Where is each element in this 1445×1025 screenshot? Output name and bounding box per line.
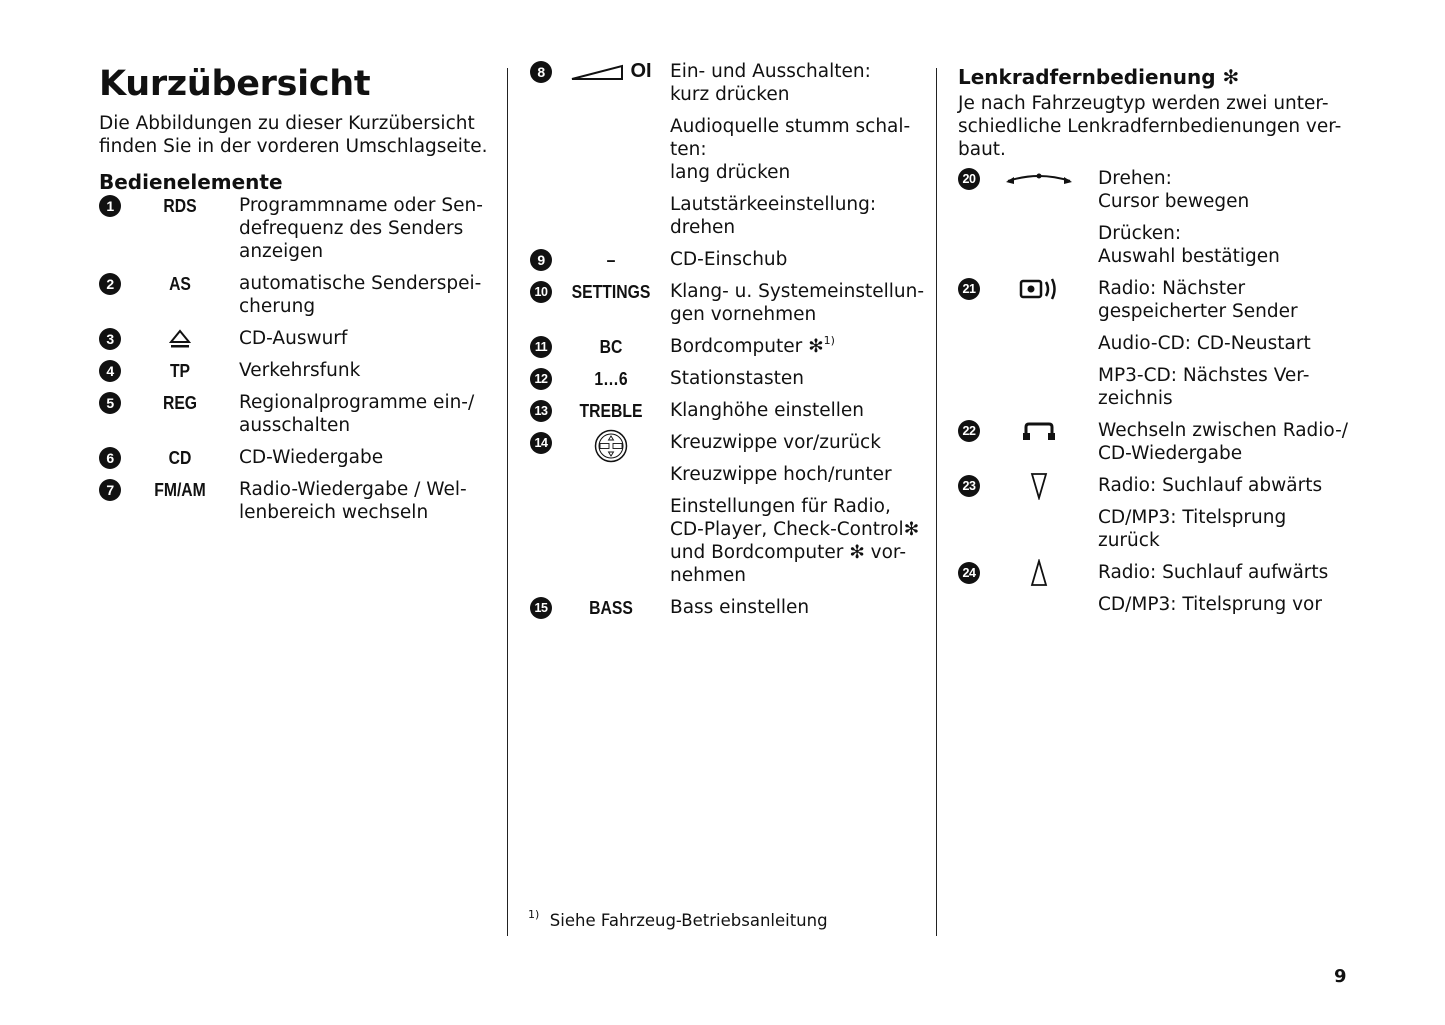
description-line: Radio: Nächster gespeicherter Sender	[1098, 278, 1298, 322]
control-row	[99, 359, 491, 382]
triangle-down-icon	[1029, 472, 1049, 500]
item-number: 21	[958, 278, 980, 300]
description-line: CD/MP3: Titelsprung zurück	[1098, 507, 1287, 551]
control-row	[530, 399, 925, 422]
item-number: 9	[530, 249, 552, 271]
asterisk-icon: ✻	[1222, 65, 1240, 89]
footnote: $^{1)}$ Siehe Fahrzeug-Betriebsanleitung	[528, 908, 828, 930]
column-middle	[530, 60, 925, 628]
description-line: Radio: Suchlauf abwärts	[1098, 475, 1323, 496]
volume-wedge-icon	[570, 63, 626, 81]
item-code: AS	[169, 273, 191, 294]
page-number: 9	[1334, 966, 1347, 987]
control-row	[99, 478, 491, 524]
item-code: TP	[169, 360, 191, 381]
control-row	[958, 561, 1353, 616]
item-number: 1	[99, 195, 121, 217]
item-code: REG	[162, 392, 198, 413]
source-switch-icon	[1022, 420, 1056, 442]
steering-controls-list	[958, 167, 1353, 616]
page-title: Kurzübersicht	[99, 64, 371, 104]
item-number: 3	[99, 328, 121, 350]
item-code: TREBLE	[579, 400, 643, 421]
control-row	[99, 446, 491, 469]
asterisk-icon: ✻	[808, 336, 824, 357]
item-description	[239, 391, 491, 437]
next-station-icon	[980, 277, 1098, 300]
item-code: BASS	[589, 597, 633, 618]
item-code: BC	[599, 336, 623, 357]
description-line: Regionalprogramme ein-/ ausschalten	[239, 392, 475, 436]
item-code: –	[606, 249, 616, 270]
item-number: 10	[530, 281, 552, 303]
source-switch-icon	[980, 419, 1098, 442]
eject-icon	[169, 329, 191, 349]
item-description: Bass einstellen	[670, 597, 810, 618]
item-description: Klang- u. Systemeinstellun- gen vornehmen	[670, 281, 925, 325]
description-line: MP3-CD: Nächstes Ver- zeichnis	[1098, 365, 1310, 409]
section-heading: Bedienelemente	[99, 170, 283, 194]
footnote-ref: 1)	[823, 334, 835, 347]
item-description	[1098, 474, 1353, 552]
controls-list	[99, 194, 491, 524]
item-number: 24	[958, 562, 980, 584]
next-station-icon	[1019, 277, 1059, 301]
description-line: CD-Wiedergabe	[239, 447, 384, 468]
item-number: 13	[530, 400, 552, 422]
item-description: Ein- und Ausschalten: kurz drücken Audioquelle stumm schal- ten: lang drücken Lautstärkeeinstellung: drehen	[670, 61, 911, 238]
control-row	[530, 335, 925, 358]
column-right	[958, 60, 1353, 625]
item-description	[1098, 561, 1353, 616]
volume-power-icon: OI	[552, 60, 670, 83]
item-code: SETTINGS	[571, 281, 651, 302]
control-row	[530, 280, 925, 326]
description-line: Wechseln zwischen Radio-/ CD-Wiedergabe	[1098, 420, 1348, 464]
control-row	[958, 277, 1353, 410]
rocker-switch-icon	[552, 431, 670, 461]
item-number: 15	[530, 597, 552, 619]
triangle-down-icon	[980, 474, 1098, 497]
control-row	[530, 431, 925, 587]
item-description	[239, 446, 491, 469]
control-row	[530, 248, 925, 271]
asterisk-icon: ✻	[849, 542, 865, 563]
item-code: CD	[168, 447, 192, 468]
intro-text: Die Abbildungen zu dieser Kurzübersicht finden Sie in der vorderen Umschlagseite.	[99, 113, 488, 157]
control-row	[99, 272, 491, 318]
item-description	[239, 478, 491, 524]
item-code: FM/AM	[154, 479, 206, 500]
control-row	[99, 327, 491, 350]
rotary-knob-icon	[1004, 169, 1074, 189]
triangle-up-icon	[1029, 559, 1049, 587]
description-line: Audio-CD: CD-Neustart	[1098, 333, 1311, 354]
item-number: 4	[99, 360, 121, 382]
item-number: 22	[958, 420, 980, 442]
item-number: 2	[99, 273, 121, 295]
item-number: 5	[99, 392, 121, 414]
item-number: 12	[530, 368, 552, 390]
item-description	[239, 272, 491, 318]
column-divider	[936, 68, 937, 936]
description-line: Radio: Suchlauf aufwärts	[1098, 562, 1329, 583]
control-row	[530, 60, 925, 239]
section-heading: Lenkradfernbedienung ✻	[958, 65, 1240, 89]
description-line: CD-Auswurf	[239, 328, 348, 349]
item-description: Kreuzwippe vor/zurück Kreuzwippe hoch/runter Einstellungen für Radio, CD-Player, Check-Control✻ und Bordcomputer ✻ vor- nehmen	[670, 432, 920, 586]
control-row	[99, 391, 491, 437]
control-row	[958, 419, 1353, 465]
description-line: CD/MP3: Titelsprung vor	[1098, 594, 1322, 615]
item-number: 20	[958, 168, 980, 190]
triangle-up-icon	[980, 561, 1098, 584]
item-description: CD-Einschub	[670, 249, 788, 270]
description-line: automatische Senderspei- cherung	[239, 273, 482, 317]
description-line: Radio-Wiedergabe / Wel- lenbereich wechseln	[239, 479, 467, 523]
item-description	[1098, 277, 1353, 410]
item-number: 6	[99, 447, 121, 469]
description-line: Drehen: Cursor bewegen	[1098, 168, 1250, 212]
item-number: 8	[530, 61, 552, 83]
control-row	[530, 596, 925, 619]
item-description	[1098, 419, 1353, 465]
item-number: 11	[530, 336, 552, 358]
description-line: Verkehrsfunk	[239, 360, 361, 381]
item-description: Klanghöhe einstellen	[670, 400, 865, 421]
item-description	[239, 327, 491, 350]
description-line: Programmname oder Sen- defrequenz des Senders anzeigen	[239, 195, 483, 262]
control-row	[958, 474, 1353, 552]
item-number: 23	[958, 475, 980, 497]
control-row	[958, 167, 1353, 268]
control-row	[530, 367, 925, 390]
item-description	[1098, 167, 1353, 268]
item-description: Bordcomputer ✻$^{1)}$	[670, 334, 835, 357]
item-number: 14	[530, 432, 552, 454]
rocker-switch-icon	[594, 429, 628, 463]
rotary-knob-icon	[980, 167, 1098, 190]
column-divider	[507, 68, 508, 936]
control-row	[99, 194, 491, 263]
eject-icon	[121, 327, 239, 350]
item-description	[239, 359, 491, 382]
item-code: RDS	[163, 195, 197, 216]
item-number: 7	[99, 479, 121, 501]
description-line: Drücken: Auswahl bestätigen	[1098, 223, 1280, 267]
item-description: Stationstasten	[670, 368, 804, 389]
intro-text: Je nach Fahrzeugtyp werden zwei unter- schiedliche Lenkradfernbedienungen ver- baut.	[958, 93, 1342, 160]
asterisk-icon: ✻	[903, 519, 920, 540]
item-code: 1…6	[594, 368, 628, 389]
column-left	[99, 60, 491, 533]
item-description	[239, 194, 491, 263]
